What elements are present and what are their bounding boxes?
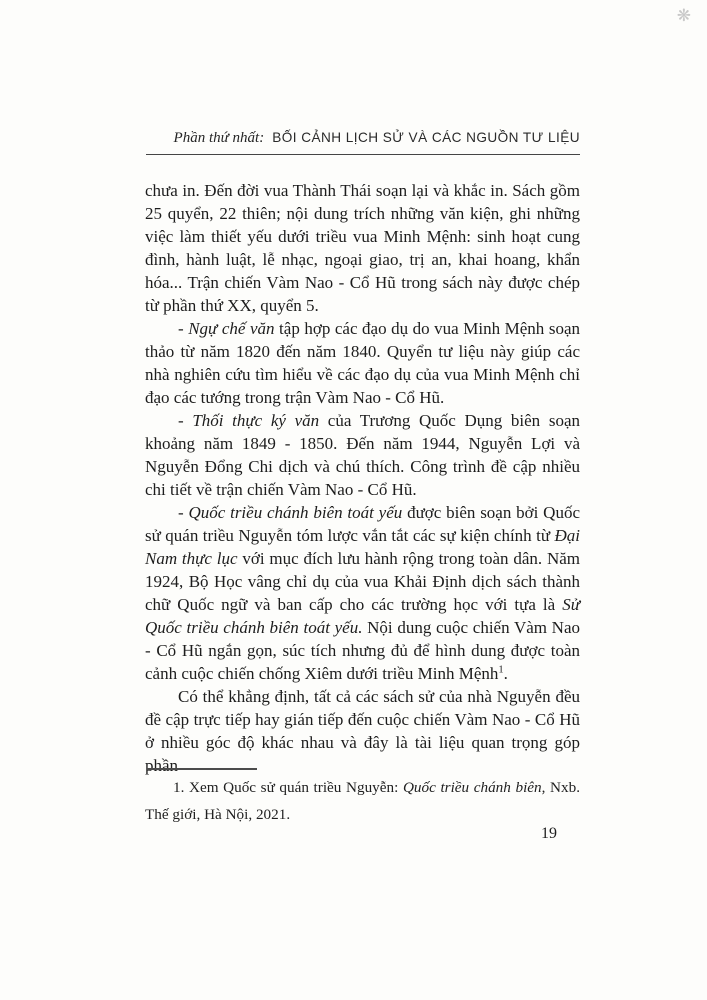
text-run: tập hợp các đạo dụ do vua Minh Mệnh soạn thảo từ năm 1820 đến năm 1840. Quyển tư liệu này giúp các nhà nghiên cứu tìm hiểu về các đạo dụ của vua Minh Mệnh chỉ đạo các tướng trong trận Vàm Nao - Cổ Hũ. xyxy=(145,319,580,407)
text-run: Đại Nam thực lục xyxy=(145,526,580,568)
text-run: Quốc triều chánh biên xyxy=(402,779,542,796)
footnote-separator xyxy=(147,768,257,770)
paragraph xyxy=(145,317,580,409)
text-run: Sử Quốc triều chánh biên toát yếu. xyxy=(145,595,580,637)
text-run: của Trương Quốc Dụng biên soạn khoảng năm 1849 - 1850. Đến năm 1944, Nguyễn Lợi và Nguyễn Đổng Chi dịch và chú thích. Công trình đề cập nhiều chi tiết về trận chiến Vàm Nao - Cổ Hũ. xyxy=(145,411,580,499)
text-run: - xyxy=(178,503,189,522)
footnote-text xyxy=(145,775,580,828)
running-header xyxy=(146,129,580,155)
text-run: Ngự chế văn xyxy=(188,319,275,338)
header-title: BỐI CẢNH LỊCH SỬ VÀ CÁC NGUỒN TƯ LIỆU xyxy=(272,130,580,145)
flower-asterisk-icon: ❋ xyxy=(676,6,691,26)
footnote xyxy=(145,775,580,828)
text-run: . xyxy=(503,664,508,683)
text-run: Quốc triều chánh biên toát yếu xyxy=(188,503,403,522)
paragraph xyxy=(145,179,580,317)
page-number: 19 xyxy=(541,825,557,842)
paragraph xyxy=(145,685,580,777)
paragraph xyxy=(145,501,580,685)
text-run: , Nxb. Thế giới, Hà Nội, 2021. xyxy=(145,779,581,823)
header-section-label: Phần thứ nhất: xyxy=(173,130,265,146)
body-text xyxy=(145,179,580,777)
paragraph xyxy=(145,409,580,501)
text-run: - xyxy=(178,411,193,430)
text-run: Nội dung cuộc chiến Vàm Nao - Cổ Hũ ngắn gọn, súc tích nhưng đủ để hình dung được toàn cảnh cuộc chiến chống Xiêm dưới triều Minh Mệnh xyxy=(145,618,581,683)
text-run: Có thể khẳng định, tất cả các sách sử của nhà Nguyễn đều đề cập trực tiếp hay gián tiếp đến cuộc chiến Vàm Nao - Cổ Hũ ở nhiều góc độ khác nhau và đây là tài liệu quan trọng góp phần xyxy=(145,687,580,775)
footnote-ref: 1 xyxy=(498,664,504,676)
text-run: - xyxy=(178,319,189,338)
text-run: được biên soạn bởi Quốc sử quán triều Nguyễn tóm lược vắn tắt các sự kiện chính từ xyxy=(145,503,580,545)
text-run: với mục đích lưu hành rộng trong toàn dân. Năm 1924, Bộ Học vâng chỉ dụ của vua Khải Định dịch sách thành chữ Quốc ngữ và ban cấp cho các trường học với tựa là xyxy=(145,549,580,614)
text-run: Thối thực ký văn xyxy=(192,411,320,430)
text-run: 1. Xem Quốc sử quán triều Nguyễn: xyxy=(173,779,403,796)
text-run: chưa in. Đến đời vua Thành Thái soạn lại và khắc in. Sách gồm 25 quyển, 22 thiên; nội dung trích những văn kiện, ghi những việc làm thiết yếu dưới triều vua Minh Mệnh: sinh hoạt cung đình, hành luật, lễ nhạc, ngoại giao, trị an, khai hoang, khẩn hóa... Trận chiến Vàm Nao - Cổ Hũ trong sách này được chép từ phần thứ XX, quyển 5. xyxy=(145,181,580,315)
